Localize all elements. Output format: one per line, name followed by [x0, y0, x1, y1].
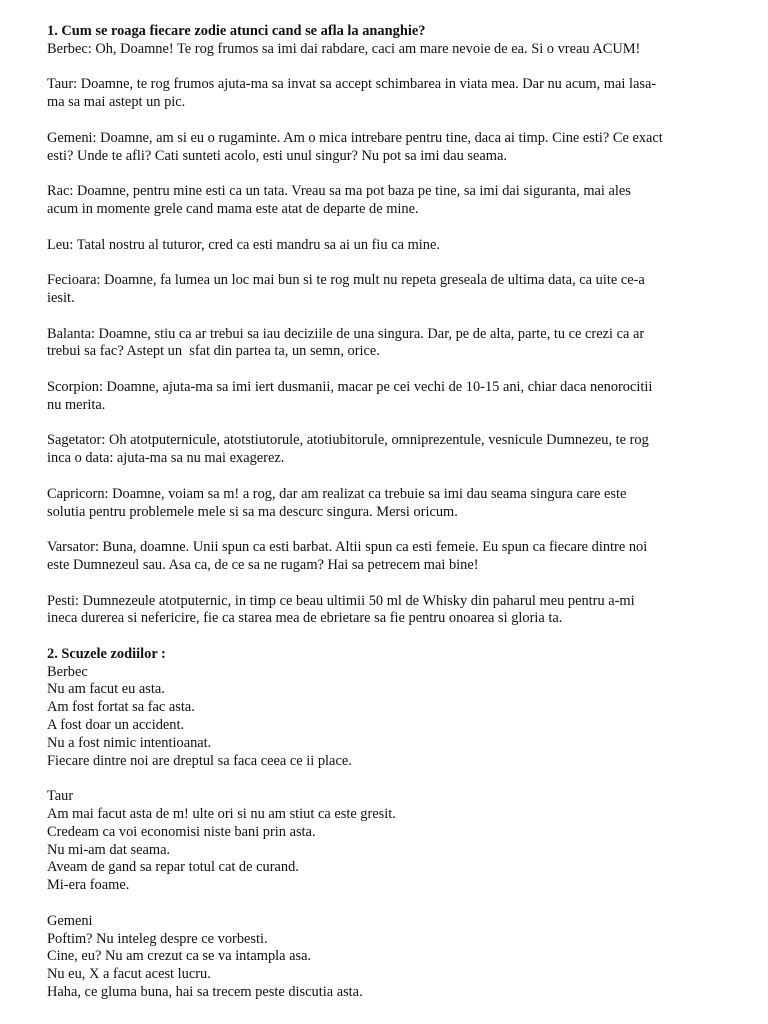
paragraph-line: Scorpion: Doamne, ajuta-ma sa imi iert dusmanii, macar pe cei vechi de 10-15 ani, chiar daca nenorocitii — [47, 378, 653, 395]
paragraph-line: Gemeni: Doamne, am si eu o rugaminte. Am o mica intrebare pentru tine, daca ai timp. Cine esti? Ce exact — [47, 129, 663, 146]
excuse-line: Mi-era foame. — [47, 877, 130, 894]
excuse-line: Aveam de gand sa repar totul cat de curand. — [47, 859, 299, 876]
prayer-taur — [47, 76, 747, 112]
paragraph-line: este Dumnezeul sau. Asa ca, de ce sa ne rugam? Hai sa petrecem mai bine! — [47, 556, 479, 573]
paragraph-line: esti? Unde te afli? Cati sunteti acolo, esti unul singur? Nu pot sa imi dau seama. — [47, 147, 507, 164]
paragraph-line: nu merita. — [47, 396, 106, 413]
paragraph-line: Varsator: Buna, doamne. Unii spun ca esti barbat. Altii spun ca esti femeie. Eu spun ca fiecare dintre noi — [47, 539, 648, 556]
sign-name: Berbec — [47, 663, 88, 680]
excuse-line: Nu a fost nimic intentioanat. — [47, 734, 212, 751]
sign-name: Taur — [47, 788, 74, 805]
excuses-taur — [47, 788, 747, 895]
paragraph-line: Capricorn: Doamne, voiam sa m! a rog, dar am realizat ca trebuie sa imi dau seama singura care este — [47, 485, 627, 502]
prayer-gemeni — [47, 130, 747, 166]
section-excuses — [47, 646, 747, 1002]
section-title: 1. Cum se roaga fiecare zodie atunci cand se afla la ananghie? — [47, 23, 426, 39]
excuse-line: Nu eu, X a facut acest lucru. — [47, 966, 211, 983]
prayer-scorpion — [47, 379, 747, 415]
prayer-rac — [47, 183, 747, 219]
excuses-berbec — [47, 664, 747, 771]
paragraph-line: Balanta: Doamne, stiu ca ar trebui sa iau deciziile de una singura. Dar, pe de alta, parte, tu ce crezi ca ar — [47, 325, 645, 342]
prayer-fecioara — [47, 272, 747, 308]
paragraph-line: ineca durerea si nefericire, fie ca starea mea de ebrietare sa fie pentru onoarea si gloria ta. — [47, 610, 563, 627]
paragraph-line: Rac: Doamne, pentru mine esti ca un tata. Vreau sa ma pot baza pe tine, sa imi dai siguranta, mai ales — [47, 183, 631, 200]
paragraph-line: inca o data: ajuta-ma sa nu mai exagerez. — [47, 450, 285, 467]
paragraph-line: Fecioara: Doamne, fa lumea un loc mai bun si te rog mult nu repeta greseala de ultima data, ca uite ce-a — [47, 272, 645, 289]
excuse-line: Haha, ce gluma buna, hai sa trecem peste discutia asta. — [47, 984, 363, 1001]
section-prayers — [47, 23, 747, 628]
section-title: 2. Scuzele zodiilor : — [47, 645, 166, 662]
prayer-pesti — [47, 593, 747, 629]
paragraph-line: Taur: Doamne, te rog frumos ajuta-ma sa invat sa accept schimbarea in viata mea. Dar nu acum, mai lasa- — [47, 76, 657, 93]
prayer-leu — [47, 237, 747, 255]
paragraph-line: Sagetator: Oh atotputernicule, atotstiutorule, atotiubitorule, omniprezentule, vesnicule Dumnezeu, te rog — [47, 432, 649, 449]
excuses-gemeni — [47, 913, 747, 1002]
paragraph-line: trebui sa fac? Astept un sfat din partea ta, un semn, orice. — [47, 343, 380, 360]
paragraph-line: Berbec: Oh, Doamne! Te rog frumos sa imi dai rabdare, caci am mare nevoie de ea. Si o vreau ACUM! — [47, 40, 641, 57]
paragraph-line: iesit. — [47, 289, 75, 306]
excuse-line: Fiecare dintre noi are dreptul sa faca ceea ce ii place. — [47, 752, 352, 769]
prayer-varsator — [47, 539, 747, 575]
prayer-berbec — [47, 41, 747, 59]
excuse-line: Am mai facut asta de m! ulte ori si nu am stiut ca este gresit. — [47, 806, 396, 823]
excuse-line: Am fost fortat sa fac asta. — [47, 699, 195, 716]
paragraph-line: Pesti: Dumnezeule atotputernic, in timp ce beau ultimii 50 ml de Whisky din paharul meu pentru a-mi — [47, 592, 635, 609]
sign-name: Gemeni — [47, 912, 93, 929]
excuse-line: A fost doar un accident. — [47, 717, 185, 734]
excuse-line: Nu am facut eu asta. — [47, 681, 165, 698]
excuse-line: Nu mi-am dat seama. — [47, 841, 171, 858]
excuse-line: Credeam ca voi economisi niste bani prin asta. — [47, 823, 316, 840]
document-page — [47, 23, 747, 1020]
prayer-capricorn — [47, 486, 747, 522]
paragraph-line: solutia pentru problemele mele si sa ma descurc singura. Mersi oricum. — [47, 503, 458, 520]
paragraph-line: ma sa mai astept un pic. — [47, 94, 186, 111]
paragraph-line: acum in momente grele cand mama este atat de departe de mine. — [47, 200, 419, 217]
paragraph-line: Leu: Tatal nostru al tuturor, cred ca esti mandru sa ai un fiu ca mine. — [47, 236, 440, 253]
prayer-balanta — [47, 326, 747, 362]
excuse-line: Cine, eu? Nu am crezut ca se va intampla asa. — [47, 948, 312, 965]
excuse-line: Poftim? Nu inteleg despre ce vorbesti. — [47, 930, 268, 947]
prayer-sagetator — [47, 432, 747, 468]
